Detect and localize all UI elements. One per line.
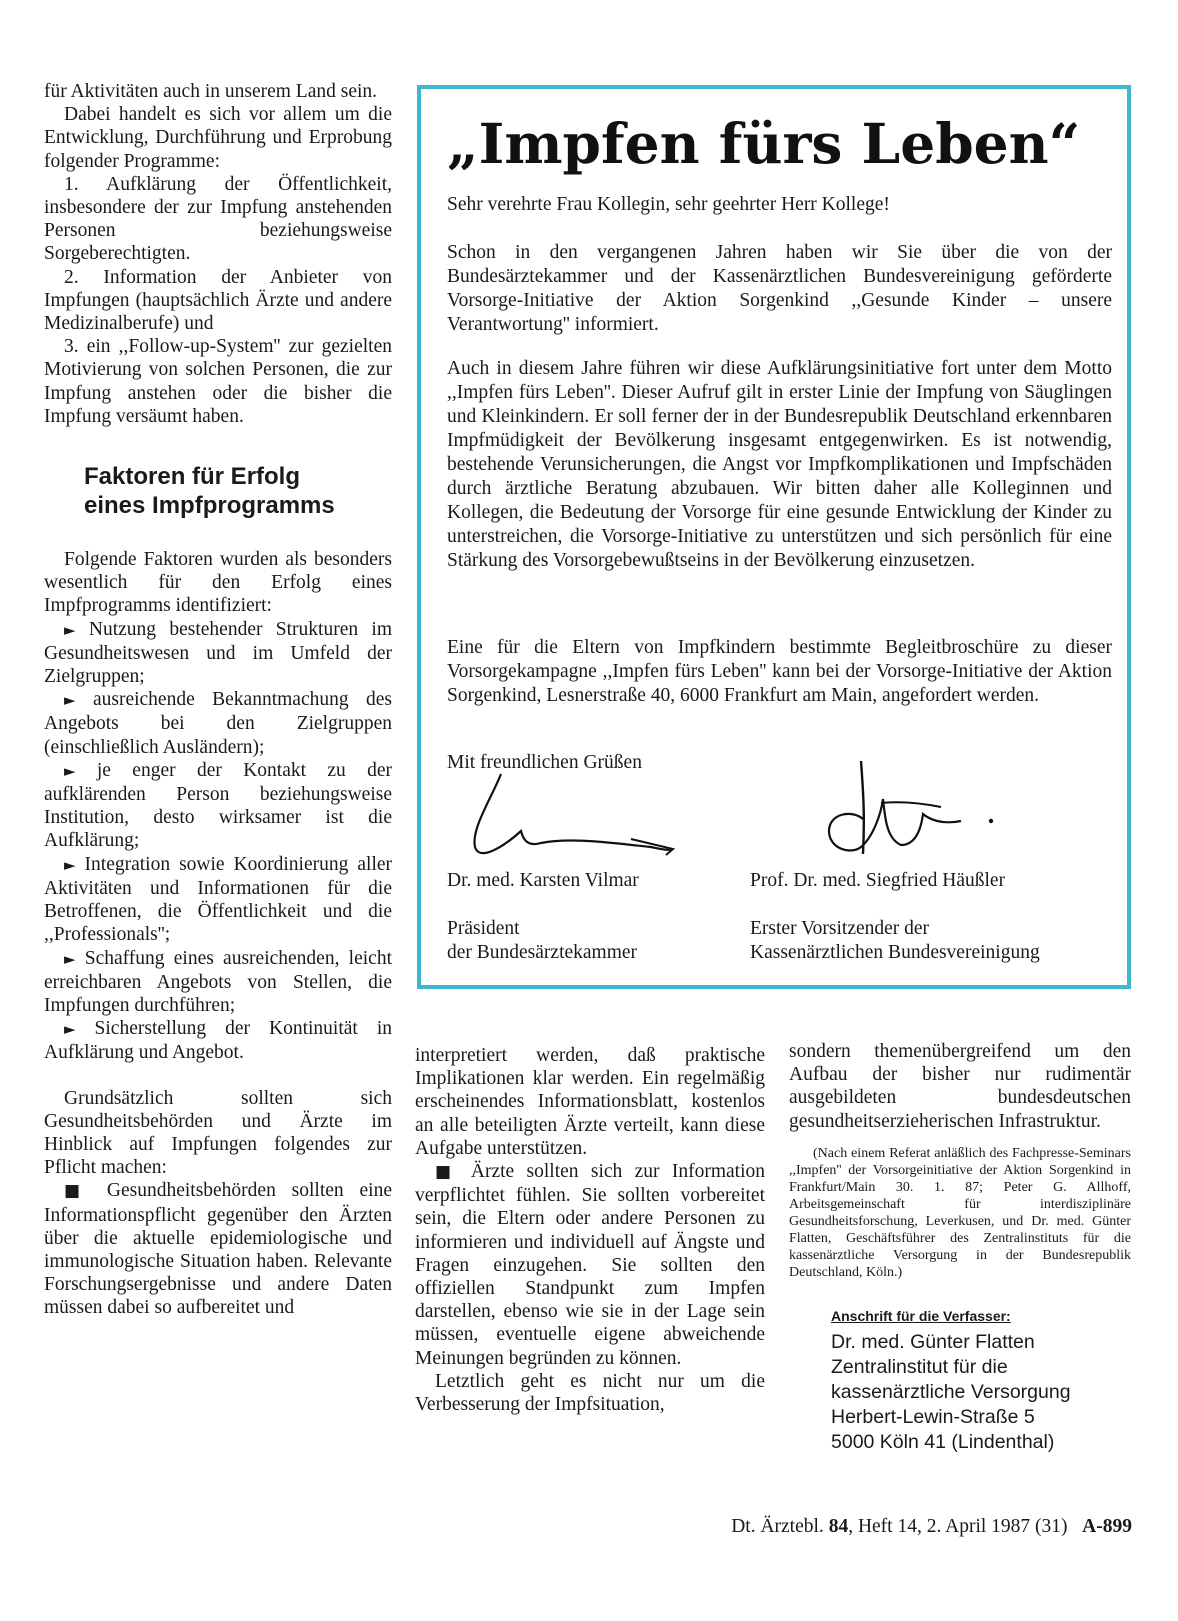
salutation: Sehr verehrte Frau Kollegin, sehr geehrter Herr Kollege! xyxy=(447,194,890,215)
bullet-item: ► Schaffung eines ausreichenden, leicht erreichbaren Angebots von Stellen, die Impfungen durchführen; xyxy=(44,947,392,1016)
bullet-item: ► je enger der Kontakt zu der aufklärenden Person beziehungsweise Institution, desto wirksamer ist die Aufklärung; xyxy=(44,759,392,852)
triangle-bullet-icon: ► xyxy=(64,620,76,639)
intro-text: für Aktivitäten auch in unserem Land sein. xyxy=(44,81,378,102)
address-line: Zentralinstitut für die xyxy=(831,1356,1008,1379)
source-note: (Nach einem Referat anläßlich des Fachpresse-Seminars ,,Impfen'' der Vorsorgeinitiative der Aktion Sorgenkind in Frankfurt/Main 30. 1. 87; Peter G. Allhoff, Arbeitsgemeinschaft für interdisziplinäre Gesundheitsforschung, Leverkusen, und Dr. med. Günter Flatten, Geschäftsführer des Zentralinstituts für die kassenärztliche Versorgung in der Bundesrepublik Deutschland, Köln.) xyxy=(789,1145,1131,1280)
bullet-item: ► Integration sowie Koordinierung aller Aktivitäten und Informationen für die Betroffenen, die Öffentlichkeit und die ,,Professionals''; xyxy=(44,853,393,946)
bullet-item: ► Sicherstellung der Kontinuität in Aufklärung und Angebot. xyxy=(44,1018,392,1064)
page-number: A-899 xyxy=(1082,1516,1132,1537)
paragraph: sondern themenübergreifend um den Aufbau der bisher nur rudimentär ausgebildeten bundesdeutschen gesundheitserzieherischen Infrastruktur. xyxy=(789,1041,1131,1132)
journal-issue: , Heft 14, 2. April 1987 (31) xyxy=(848,1516,1068,1537)
address-line: Dr. med. Günter Flatten xyxy=(831,1331,1035,1354)
triangle-bullet-icon: ► xyxy=(64,761,76,780)
left-column xyxy=(44,80,392,1320)
letter-title: „Impfen fürs Leben“ xyxy=(447,111,1081,176)
letter-box xyxy=(417,85,1131,989)
journal-volume: 84 xyxy=(828,1516,849,1537)
paragraph: Dabei handelt es sich vor allem um die Entwicklung, Durchführung und Erprobung folgender Programme: xyxy=(44,104,392,172)
triangle-bullet-icon: ► xyxy=(64,949,76,968)
triangle-bullet-icon: ► xyxy=(64,1020,76,1039)
list-item: 2. Information der Anbieter von Impfungen (hauptsächlich Ärzte und andere Medizinalberufe) und xyxy=(44,266,392,335)
letter-paragraph: Auch in diesem Jahre führen wir diese Aufklärungsinitiative fort unter dem Motto ,,Impfen fürs Leben''. Dieser Aufruf gilt in erster Linie der Impfung von Säuglingen und Kleinkindern. Er soll ferner der in der Bundesrepublik Deutschland erkennbaren Impfmüdigkeit der Bevölkerung insgesamt entgegenwirken. Es ist notwendig, bestehende Verunsicherungen, die Angst vor Impfkomplikationen und Impfschäden durch ärztliche Beratung abzubauen. Wir bitten daher alle Kolleginnen und Kollegen, die Bedeutung der Vorsorge für eine gesunde Entwicklung der Kinder zu unterstreichen, die Vorsorge-Initiative zu unterstützen und sich persönlich für eine Stärkung des Vorsorgebewußtseins in der Bevölkerung einzusetzen. xyxy=(447,358,1112,571)
signer-name: Prof. Dr. med. Siegfried Häußler xyxy=(750,870,1006,891)
signature-vilmar-icon xyxy=(461,769,701,864)
square-bullet-icon: ■ xyxy=(435,1162,459,1183)
journal-name: Dt. Ärztebl. xyxy=(731,1516,824,1537)
paragraph: Folgende Faktoren wurden als besonders wesentlich für den Erfolg eines Impfprogramms identifiziert: xyxy=(44,549,392,617)
letter-paragraph: Schon in den vergangenen Jahren haben wir Sie über die von der Bundesärztekammer und der Kassenärztlichen Bundesvereinigung geförderte Vorsorge-Initiative der Aktion Sorgenkind ,,Gesunde Kinder – unsere Verantwortung'' informiert. xyxy=(447,242,1112,335)
bullet-item: ► Nutzung bestehender Strukturen im Gesundheitswesen und im Umfeld der Zielgruppen; xyxy=(44,618,393,688)
address-line: 5000 Köln 41 (Lindenthal) xyxy=(831,1431,1055,1454)
section-heading: Faktoren für Erfolg eines Impfprogramms xyxy=(84,463,335,520)
triangle-bullet-icon: ► xyxy=(64,691,76,710)
middle-column xyxy=(415,1044,765,1416)
address-title: Anschrift für die Verfasser: xyxy=(831,1307,1011,1324)
signer-name: Dr. med. Karsten Vilmar xyxy=(447,870,639,891)
list-item: 1. Aufklärung der Öffentlichkeit, insbesondere der zur Impfung anstehenden Personen beziehungsweise Sorgeberechtigten. xyxy=(44,173,392,265)
author-address xyxy=(789,1305,1131,1455)
signer-role: Erster Vorsitzender der Kassenärztlichen Bundesvereinigung xyxy=(750,918,1040,963)
letter-paragraph: Eine für die Eltern von Impfkindern bestimmte Begleitbroschüre zu dieser Vorsorgekampagne ,,Impfen fürs Leben'' kann bei der Vorsorge-Initiative der Aktion Sorgenkind, Lesnerstraße 40, 6000 Frankfurt am Main, angefordert werden. xyxy=(447,637,1112,706)
right-column xyxy=(789,1040,1131,1455)
paragraph: Letztlich geht es nicht nur um die Verbesserung der Impfsituation, xyxy=(415,1370,765,1416)
closing: Mit freundlichen Grüßen xyxy=(447,752,642,773)
list-item: 3. ein ,,Follow-up-System'' zur gezielten Motivierung von solchen Personen, die zur Impfung anstehen oder die bisher die Impfung versäumt haben. xyxy=(44,336,392,427)
square-bullet-icon: ■ xyxy=(64,1181,92,1202)
paragraph: ■ Gesundheitsbehörden sollten eine Informationspflicht gegenüber den Ärzten über die aktuelle epidemiologische und immunologische Situation haben. Relevante Forschungsergebnisse und andere Daten müssen dabei so aufbereitet und xyxy=(44,1180,392,1319)
address-line: Herbert-Lewin-Straße 5 xyxy=(831,1406,1035,1429)
page-footer xyxy=(731,1516,1132,1538)
paragraph: ■ Ärzte sollten sich zur Information verpflichtet fühlen. Sie sollten vorbereitet sein, die Eltern oder andere Personen zu informieren und individuell auf Ängste und Fragen einzugehen. Sie sollten den offiziellen Standpunkt zum Impfen darstellen, ebenso wie sie in der Lage sein müssen, eventuelle eigene abweichende Meinungen begründen zu können. xyxy=(415,1161,765,1369)
signature-haeussler-icon xyxy=(821,759,1041,864)
paragraph: interpretiert werden, daß praktische Implikationen klar werden. Ein regelmäßig erscheinendes Informationsblatt, kostenlos an alle beteiligten Ärzte verteilt, kann diese Aufgabe unterstützen. xyxy=(415,1045,765,1159)
signer-role: Präsident der Bundesärztekammer xyxy=(447,918,638,963)
bullet-item: ► ausreichende Bekanntmachung des Angebots bei den Zielgruppen (einschließlich Ausländern); xyxy=(44,689,392,758)
triangle-bullet-icon: ► xyxy=(64,855,76,874)
paragraph: Grundsätzlich sollten sich Gesundheitsbehörden und Ärzte im Hinblick auf Impfungen folgendes zur Pflicht machen: xyxy=(44,1087,392,1179)
address-line: kassenärztliche Versorgung xyxy=(831,1381,1071,1404)
